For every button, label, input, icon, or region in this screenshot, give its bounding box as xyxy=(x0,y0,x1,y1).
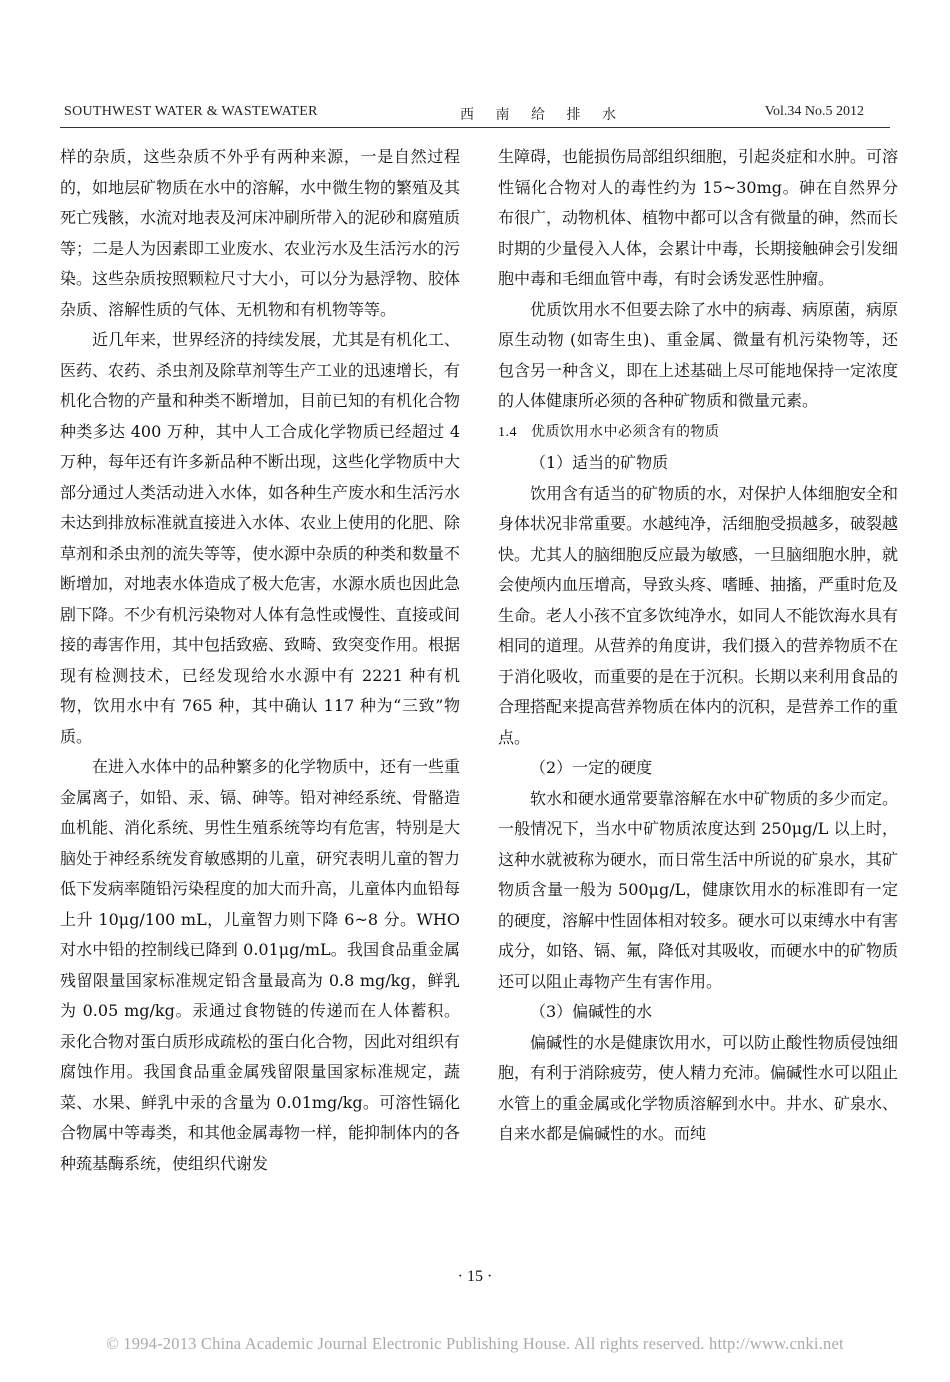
section-number: 1.4 xyxy=(498,424,517,440)
paragraph: 软水和硬水通常要靠溶解在水中矿物质的多少而定。一般情况下，当水中矿物质浓度达到 250μg/L 以上时，这种水就被称为硬水，而日常生活中所说的矿泉水，其矿物质含量一般为 500μg/L，健康饮用水的标准即有一定的硬度，溶解中性固体相对较多。硬水可以束缚水中有害成分，如铬、镉、氟，降低对其吸收，而硬水中的矿物质还可以阻止毒物产生有害作用。 xyxy=(498,788,899,991)
right-column xyxy=(498,142,898,1150)
subsection-heading: （3）偏碱性的水 xyxy=(530,1002,653,1021)
paragraph: 在进入水体中的品种繁多的化学物质中，还有一些重金属离子，如铅、汞、镉、砷等。铅对神经系统、骨骼造血机能、消化系统、男性生殖系统等均有危害，特别是大脑处于神经系统发育敏感期的儿童，研究表明儿童的智力低下发病率随铅污染程度的加大而升高，儿童体内血铅每上升 10μg/100 mL，儿童智力则下降 6~8 分。WHO 对水中铅的控制线已降到 0.01μg/mL。我国食品重金属残留限量国家标准规定铅含量最高为 0.8 mg/kg，鲜乳为 0.05 mg/kg。汞通过食物链的传递而在人体蓄积。汞化合物对蛋白质形成疏松的蛋白化合物，因此对组织有腐蚀作用。我国食品重金属残留限量国家标准规定，蔬菜、水果、鲜乳中汞的含量为 0.01mg/kg。可溶性镉化合物属中等毒类，和其他金属毒物一样，能抑制体内的各种巯基酶系统，使组织代谢发 xyxy=(60,757,461,1173)
page-number: · 15 · xyxy=(457,1268,493,1285)
paragraph: 饮用含有适当的矿物质的水，对保护人体细胞安全和身体状况非常重要。水越纯净，活细胞受损越多，破裂越快。尤其人的脑细胞反应最为敏感，一旦脑细胞水肿，就会使颅内血压增高，导致头疼、嗜睡、抽搐，严重时危及生命。老人小孩不宜多饮纯净水，如同人不能饮海水具有相同的道理。从营养的角度讲，我们摄入的营养物质不在于消化吸收，而重要的是在于沉积。长期以来利用食品的合理搭配来提高营养物质在体内的沉积，是营养工作的重点。 xyxy=(498,483,899,747)
left-column xyxy=(60,142,460,1179)
paragraph: 近几年来，世界经济的持续发展，尤其是有机化工、医药、农药、杀虫剂及除草剂等生产工业的迅速增长，有机化合物的产量和种类不断增加，目前已知的有机化合物种类多达 400 万种，其中人工合成化学物质已经超过 4 万种，每年还有许多新品种不断出现，这些化学物质中大部分通过人类活动进入水体，如各种生产废水和生活污水未达到排放标准就直接进入水体、农业上使用的化肥、除草剂和杀虫剂的流失等等，使水源中杂质的种类和数量不断增加，对地表水体造成了极大危害，水源水质也因此急剧下降。不少有机污染物对人体有急性或慢性、直接或间接的毒害作用，其中包括致癌、致畸、致突变作用。根据现有检测技术，已经发现给水水源中有 2221 种有机物，饮用水中有 765 种，其中确认 117 种为“三致”物质。 xyxy=(60,330,461,746)
header-divider xyxy=(60,127,890,128)
paragraph: 样的杂质，这些杂质不外乎有两种来源，一是自然过程的，如地层矿物质在水中的溶解，水中微生物的繁殖及其死亡残骸，水流对地表及河床冲刷所带入的泥砂和腐殖质等；二是人为因素即工业废水、农业污水及生活污水的污染。这些杂质按照颗粒尺寸大小，可以分为悬浮物、胶体杂质、溶解性质的气体、无机物和有机物等等。 xyxy=(60,147,461,319)
journal-name-english: SOUTHWEST WATER & WASTEWATER xyxy=(64,104,318,119)
subsection-heading: （2）一定的硬度 xyxy=(530,758,653,777)
section-heading xyxy=(498,417,898,449)
paragraph: 生障碍，也能损伤局部组织细胞，引起炎症和水肿。可溶性镉化合物对人的毒性约为 15~30mg。砷在自然界分布很广，动物机体、植物中都可以含有微量的砷，然而长时期的少量侵入人体，会累计中毒，长期接触砷会引发细胞中毒和毛细血管中毒，有时会诱发恶性肿瘤。 xyxy=(498,147,899,288)
paragraph: 偏碱性的水是健康饮用水，可以防止酸性物质侵蚀细胞，有利于消除疲劳，使人精力充沛。偏碱性水可以阻止水管上的重金属或化学物质溶解到水中。井水、矿泉水、自来水都是偏碱性的水。而纯 xyxy=(498,1032,899,1143)
subsection-heading: （1）适当的矿物质 xyxy=(530,453,669,472)
journal-name-chinese: 西 南 给 排 水 xyxy=(460,108,625,123)
copyright-footer: © 1994-2013 China Academic Journal Electronic Publishing House. All rights reserved. http://www.cnki.net xyxy=(106,1334,844,1353)
volume-issue-year: Vol.34 No.5 2012 xyxy=(764,104,864,119)
paragraph: 优质饮用水不但要去除了水中的病毒、病原菌，病原原生动物 (如寄生虫)、重金属、微量有机污染物等，还包含另一种含义，即在上述基础上尽可能地保持一定浓度的人体健康所必须的各种矿物质和微量元素。 xyxy=(498,299,899,410)
running-header xyxy=(60,100,890,126)
section-title: 优质饮用水中必须含有的物质 xyxy=(531,423,720,440)
